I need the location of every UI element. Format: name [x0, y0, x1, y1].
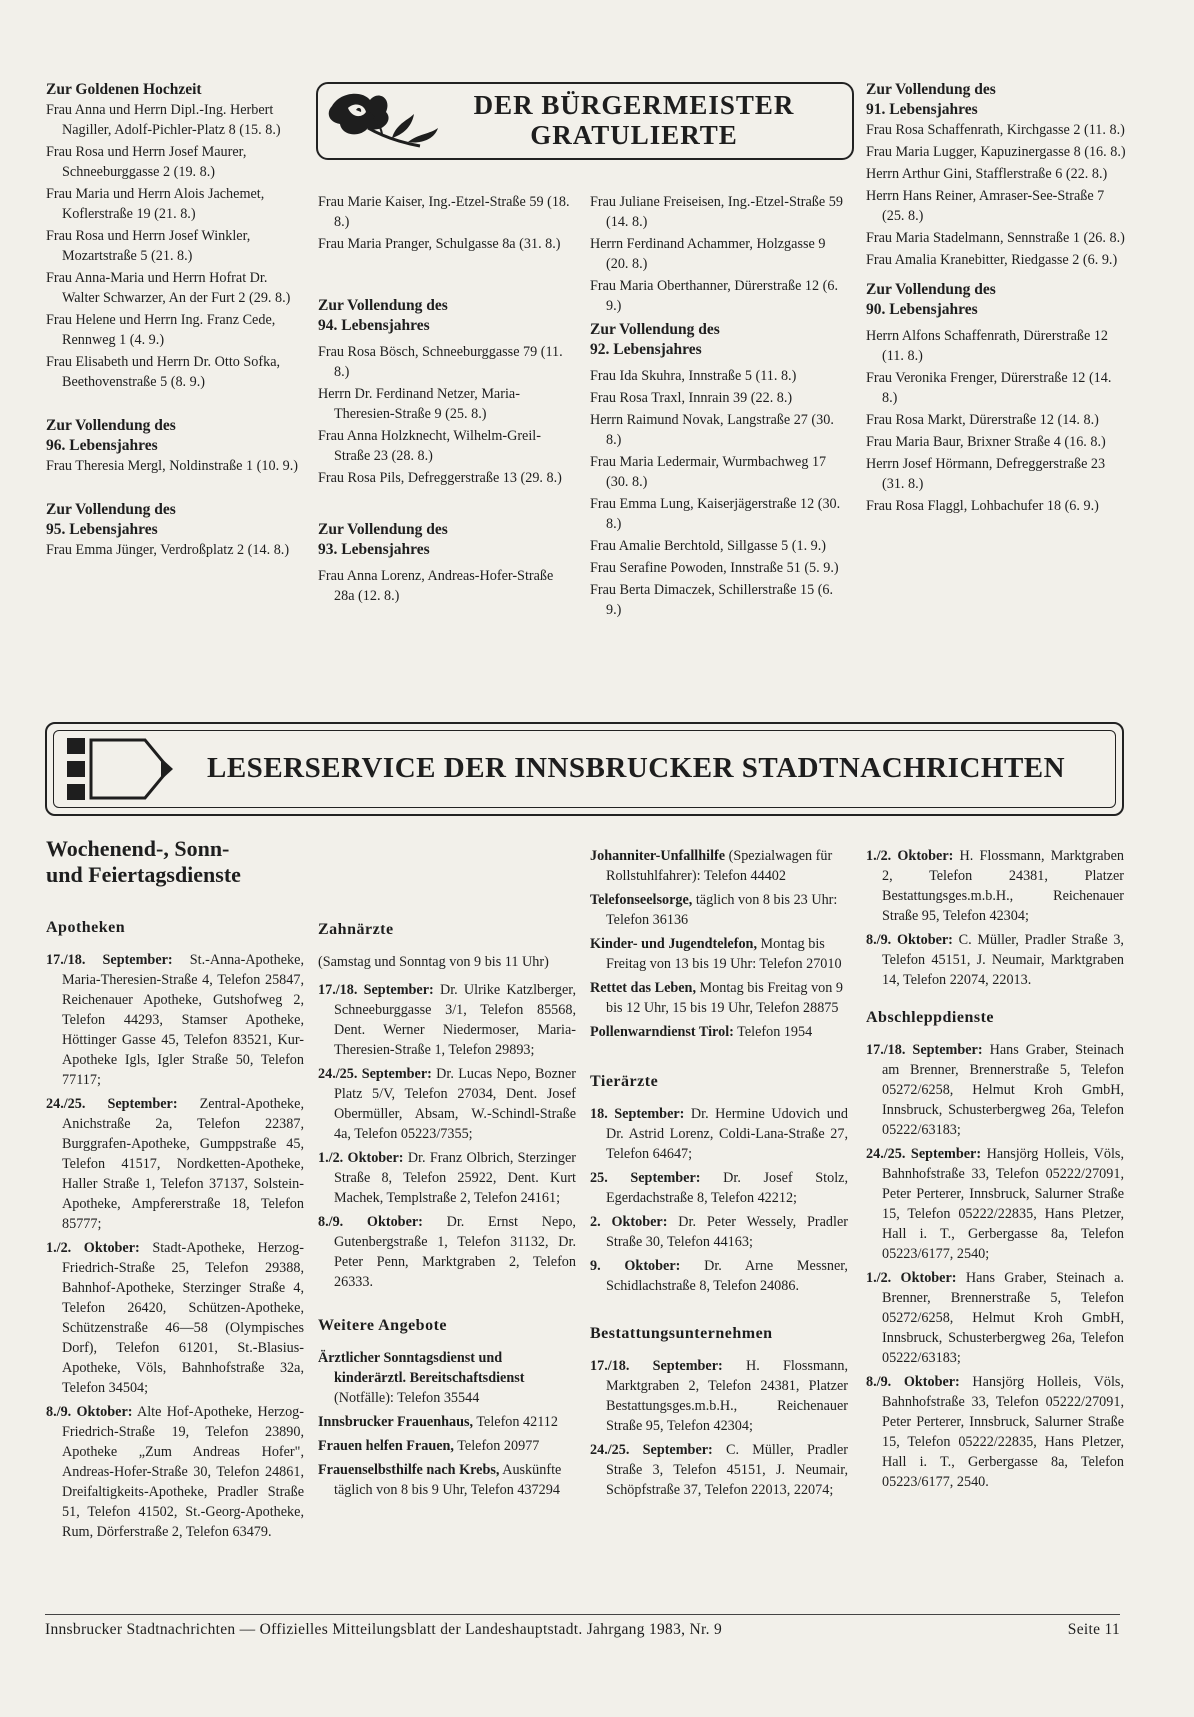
gratulation-column-1 [46, 80, 301, 562]
list-item [46, 1094, 304, 1234]
section-heading: Bestattungsunternehmen [590, 1325, 773, 1342]
list-item [318, 1348, 576, 1408]
entry-text: Hansjörg Holleis, Völs, Bahnhofstraße 33, Telefon 05222/27091, Peter Perterer, Innsbruck, Salurner Straße 15, Telefon 05222/22835, Hans Pletzer, Hall i. T., Gerbergasse 8a, Telefon 05223/6177, 2540. [882, 1374, 1124, 1490]
entry-text: Dr. Arne Messner, Schidlachstraße 8, Telefon 24086. [606, 1258, 848, 1294]
list-item: Frau Juliane Freiseisen, Ing.-Etzel-Straße 59 (14. 8.) [590, 194, 843, 230]
list-item: Frau Theresia Mergl, Noldinstraße 1 (10. 9.) [46, 458, 299, 474]
service-label: Frauen helfen Frauen, [318, 1438, 454, 1454]
service-column-1 [46, 836, 304, 1546]
list-item: Herrn Dr. Ferdinand Netzer, Maria-Theresien-Straße 9 (25. 8.) [318, 386, 520, 422]
entry-text: Telefon 1954 [733, 1024, 813, 1040]
service-label: Kinder- und Jugendtelefon, [590, 936, 757, 952]
date-label: 24./25. September: [318, 1066, 432, 1082]
section-heading: Zur Vollendung des [46, 501, 176, 518]
entry-text: Montag bis Freitag von 13 bis 19 Uhr: Telefon 27010 [606, 936, 842, 972]
list-item [590, 1022, 848, 1042]
date-label: 8./9. Oktober: [866, 1374, 960, 1390]
list-item: Herrn Josef Hörmann, Defreggerstraße 23 (31. 8.) [866, 456, 1106, 492]
list-item: Herrn Raimund Novak, Langstraße 27 (30. 8.) [590, 412, 834, 448]
list-item: Frau Helene und Herrn Ing. Franz Cede, Rennweg 1 (4. 9.) [46, 312, 276, 348]
entry-text: Dr. Josef Stolz, Egerdachstraße 8, Telefon 42212; [606, 1170, 848, 1206]
list-item: Frau Marie Kaiser, Ing.-Etzel-Straße 59 (18. 8.) [318, 194, 570, 230]
section-heading: Weitere Angebote [318, 1317, 448, 1334]
gratulation-column-3 [590, 192, 850, 622]
footer-publication: Innsbrucker Stadtnachrichten — Offizielles Mitteilungsblatt der Landeshauptstadt. Jahrgang 1983, Nr. 9 [45, 1621, 722, 1638]
page-number: Seite 11 [1067, 1621, 1120, 1638]
list-item: Frau Maria Ledermair, Wurmbachweg 17 (30. 8.) [590, 454, 827, 490]
list-item: Frau Elisabeth und Herrn Dr. Otto Sofka, Beethovenstraße 5 (8. 9.) [46, 354, 281, 390]
list-item: Frau Berta Dimaczek, Schillerstraße 15 (6. 9.) [590, 582, 834, 618]
list-item: Frau Maria Baur, Brixner Straße 4 (16. 8.) [866, 434, 1106, 450]
section-heading: Apotheken [46, 919, 126, 936]
list-item: Frau Veronika Frenger, Dürerstraße 12 (14. 8.) [866, 370, 1112, 406]
entry-text: Montag bis Freitag von 9 bis 12 Uhr, 15 bis 19 Uhr, Telefon 28875 [606, 980, 843, 1016]
date-label: 24./25. September: [866, 1146, 982, 1162]
list-item [590, 1356, 848, 1436]
entry-text: Alte Hof-Apotheke, Herzog-Friedrich-Straße 19, Telefon 23890, Apotheke „Zum Andreas Hofer", Andreas-Hofer-Straße 30, Telefon 24861, Dreifaltigkeits-Apotheke, Pradler Straße 51, Telefon 41502, St.-Georg-Apotheke, Rum, Dörferstraße 2, Telefon 63479. [62, 1404, 304, 1540]
section-heading: 94. Lebensjahres [318, 317, 430, 334]
list-item [590, 846, 848, 886]
list-item: Frau Anna und Herrn Dipl.-Ing. Herbert Nagiller, Adolf-Pichler-Platz 8 (15. 8.) [46, 102, 281, 138]
entry-text: St.-Anna-Apotheke, Maria-Theresien-Straße 4, Telefon 25847, Reichenauer Apotheke, Gutshofweg 2, Telefon 44293, Stamser Apotheke, Höttinger Gasse 45, Telefon 83521, Kur-Apotheke Igls, Igler Straße 50, Telefon 77117; [62, 952, 304, 1088]
list-item: Frau Rosa Pils, Defreggerstraße 13 (29. 8.) [318, 470, 562, 486]
list-item: Frau Amalia Kranebitter, Riedgasse 2 (6. 9.) [866, 252, 1118, 268]
list-item: Frau Emma Jünger, Verdroßplatz 2 (14. 8.) [46, 542, 290, 558]
service-column-4 [866, 846, 1124, 1496]
entry-text: Dr. Hermine Udovich und Dr. Astrid Lorenz, Coldi-Lana-Straße 27, Telefon 64647; [606, 1106, 848, 1162]
date-label: 9. Oktober: [590, 1258, 681, 1274]
page-title-line1: Wochenend-, Sonn- [46, 836, 230, 861]
entry-text: Dr. Ulrike Katzlberger, Schneeburggasse 3/1, Telefon 85568, Dent. Werner Niedermoser, Maria-Theresien-Straße 1, Telefon 29893; [334, 982, 577, 1058]
service-label: Frauenselbsthilfe nach Krebs, [318, 1462, 500, 1478]
list-item [590, 1104, 848, 1164]
service-label: Ärztlicher Sonntagsdienst und kinderärztl. Bereitschaftsdienst [318, 1350, 525, 1386]
list-item [866, 1040, 1124, 1140]
list-item: Frau Amalie Berchtold, Sillgasse 5 (1. 9.) [590, 538, 827, 554]
page-title-line2: und Feiertagsdienste [46, 862, 241, 887]
list-item [590, 1168, 848, 1208]
section-heading: 96. Lebensjahres [46, 437, 158, 454]
entry-text: täglich von 8 bis 23 Uhr: Telefon 36136 [606, 892, 838, 928]
list-item: Frau Rosa Flaggl, Lohbachufer 18 (6. 9.) [866, 498, 1099, 514]
entry-text: (Notfälle): Telefon 35544 [334, 1390, 480, 1406]
list-item: Frau Anna-Maria und Herrn Hofrat Dr. Walter Schwarzer, An der Furt 2 (29. 8.) [46, 270, 291, 306]
entry-text: Dr. Franz Olbrich, Sterzinger Straße 8, Telefon 25922, Dent. Kurt Machek, Templstraße 2, Telefon 24161; [334, 1150, 576, 1206]
entry-text: C. Müller, Pradler Straße 3, Telefon 45151, J. Neumair, Schöpfstraße 37, Telefon 22013, 22074; [606, 1442, 848, 1498]
list-item [318, 1212, 576, 1292]
leserservice-title: LESERSERVICE DER INNSBRUCKER STADTNACHRICHTEN [207, 752, 1066, 784]
list-item: Frau Rosa Bösch, Schneeburggasse 79 (11. 8.) [318, 344, 563, 380]
service-label: Rettet das Leben, [590, 980, 696, 996]
entry-text: Stadt-Apotheke, Herzog-Friedrich-Straße 25, Telefon 29388, Bahnhof-Apotheke, Sterzinger Straße 4, Telefon 26420, Schützen-Apotheke, Schützenstraße 46—58 (Olympisches Dorf), Telefon 61201, St.-Blasius-Apotheke, Völs, Bahnhofstraße 32a, Telefon 34504; [62, 1240, 304, 1396]
list-item [866, 1372, 1124, 1492]
date-label: 2. Oktober: [590, 1214, 668, 1230]
service-label: Pollenwarndienst Tirol: [590, 1024, 734, 1040]
section-heading: Zur Vollendung des [318, 521, 448, 538]
date-label: 18. September: [590, 1106, 685, 1122]
entry-text: Hans Graber, Steinach am Brenner, Brennerstraße 5, Telefon 05272/6258, Helmut Kroh GmbH, Innsbruck, Schusterbergweg 26a, Telefon 05222/63183; [882, 1042, 1124, 1138]
list-item: Frau Serafine Powoden, Innstraße 51 (5. 9.) [590, 560, 839, 576]
list-item [46, 950, 304, 1090]
list-item [590, 1440, 848, 1500]
date-label: 1./2. Oktober: [46, 1240, 140, 1256]
list-item [590, 1256, 848, 1296]
list-item [46, 1402, 304, 1542]
date-label: 8./9. Oktober: [46, 1404, 133, 1420]
date-label: 8./9. Oktober: [318, 1214, 423, 1230]
list-item [866, 846, 1124, 926]
list-item [866, 930, 1124, 990]
list-item: Frau Rosa Schaffenrath, Kirchgasse 2 (11. 8.) [866, 122, 1125, 138]
section-heading: 90. Lebensjahres [866, 301, 978, 318]
list-item [46, 1238, 304, 1398]
date-label: 17./18. September: [590, 1358, 723, 1374]
date-label: 25. September: [590, 1170, 701, 1186]
section-heading: Zur Vollendung des [318, 297, 448, 314]
list-item: Frau Rosa und Herrn Josef Maurer, Schneeburggasse 2 (19. 8.) [46, 144, 247, 180]
page-title [46, 836, 304, 888]
list-item [590, 1212, 848, 1252]
section-heading: 91. Lebensjahres [866, 101, 978, 118]
entry-text: H. Flossmann, Marktgraben 2, Telefon 24381, Platzer Bestattungsges.m.b.H., Reichenauer Straße 95, Telefon 42304; [882, 848, 1124, 924]
list-item: Frau Maria Pranger, Schulgasse 8a (31. 8.) [318, 236, 561, 252]
list-item [318, 980, 576, 1060]
entry-text: Telefon 20977 [453, 1438, 540, 1454]
section-heading: 92. Lebensjahres [590, 341, 702, 358]
list-item: Frau Maria Stadelmann, Sennstraße 1 (26. 8.) [866, 230, 1125, 246]
arrow-logo-icon [65, 734, 175, 804]
section-heading: Tierärzte [590, 1073, 659, 1090]
list-item: Frau Rosa Traxl, Innrain 39 (22. 8.) [590, 390, 793, 406]
section-heading: Abschleppdienste [866, 1009, 995, 1026]
list-item [318, 1460, 576, 1500]
date-label: 24./25. September: [46, 1096, 178, 1112]
list-item [866, 1268, 1124, 1368]
gratulation-column-4 [866, 80, 1128, 518]
gratulation-header-box [316, 82, 854, 160]
entry-text: Dr. Peter Wessely, Pradler Straße 30, Telefon 44163; [606, 1214, 848, 1250]
service-column-3 [590, 846, 848, 1504]
list-item [590, 890, 848, 930]
list-item [318, 1064, 576, 1144]
gratulation-title-line1: DER BÜRGERMEISTER [473, 90, 795, 120]
section-heading: Zur Vollendung des [866, 81, 996, 98]
entry-text: Hansjörg Holleis, Völs, Bahnhofstraße 33, Telefon 05222/27091, Peter Perterer, Innsbruck, Salurner Straße 15, Telefon 05222/22835, Hans Pletzer, Hall i. T., Gerbergasse 8a, Telefon 05223/6177, 2540; [882, 1146, 1124, 1262]
section-heading: Zur Vollendung des [46, 417, 176, 434]
list-item: Frau Emma Lung, Kaiserjägerstraße 12 (30. 8.) [590, 496, 841, 532]
service-label: Innsbrucker Frauenhaus, [318, 1414, 474, 1430]
section-heading: Zur Goldenen Hochzeit [46, 81, 202, 98]
entry-text: Dr. Ernst Nepo, Gutenbergstraße 1, Telefon 31132, Dr. Peter Penn, Marktgraben 2, Telefon 26333. [334, 1214, 576, 1290]
zahnaerzte-note: (Samstag und Sonntag von 9 bis 11 Uhr) [318, 954, 549, 970]
gratulation-title [454, 90, 814, 150]
date-label: 17./18. September: [866, 1042, 983, 1058]
leserservice-banner [45, 722, 1124, 816]
rose-icon [322, 84, 452, 154]
date-label: 24./25. September: [590, 1442, 713, 1458]
list-item [318, 1412, 576, 1432]
list-item: Frau Anna Lorenz, Andreas-Hofer-Straße 28a (12. 8.) [318, 568, 554, 604]
date-label: 17./18. September: [318, 982, 434, 998]
list-item: Herrn Hans Reiner, Amraser-See-Straße 7 (25. 8.) [866, 188, 1105, 224]
list-item: Herrn Ferdinand Achammer, Holzgasse 9 (20. 8.) [590, 236, 826, 272]
date-label: 17./18. September: [46, 952, 173, 968]
list-item: Frau Anna Holzknecht, Wilhelm-Greil-Straße 23 (28. 8.) [318, 428, 541, 464]
section-heading: Zur Vollendung des [590, 321, 720, 338]
service-label: Johanniter-Unfallhilfe [590, 848, 726, 864]
service-column-2 [318, 900, 576, 1504]
list-item: Frau Rosa Markt, Dürerstraße 12 (14. 8.) [866, 412, 1099, 428]
list-item: Frau Rosa und Herrn Josef Winkler, Mozartstraße 5 (21. 8.) [46, 228, 251, 264]
section-heading: Zahnärzte [318, 921, 394, 938]
list-item: Frau Maria Lugger, Kapuzinergasse 8 (16. 8.) [866, 144, 1126, 160]
service-label: Telefonseelsorge, [590, 892, 693, 908]
list-item [590, 934, 848, 974]
section-heading: 93. Lebensjahres [318, 541, 430, 558]
list-item: Frau Maria Oberthanner, Dürerstraße 12 (6. 9.) [590, 278, 839, 314]
list-item [318, 1148, 576, 1208]
list-item [590, 978, 848, 1018]
entry-text: (Spezialwagen für Rollstuhlfahrer): Telefon 44402 [606, 848, 833, 884]
section-heading: Zur Vollendung des [866, 281, 996, 298]
list-item: Herrn Alfons Schaffenrath, Dürerstraße 12 (11. 8.) [866, 328, 1109, 364]
list-item: Frau Maria und Herrn Alois Jachemet, Koflerstraße 19 (21. 8.) [46, 186, 265, 222]
date-label: 1./2. Oktober: [866, 848, 954, 864]
entry-text: Dr. Lucas Nepo, Bozner Platz 5/V, Telefon 27034, Dent. Josef Obermüller, Absam, W.-Schindl-Straße 4a, Telefon 05223/7355; [334, 1066, 576, 1142]
list-item: Herrn Arthur Gini, Stafflerstraße 6 (22. 8.) [866, 166, 1108, 182]
gratulation-title-line2: GRATULIERTE [530, 120, 738, 150]
entry-text: Hans Graber, Steinach a. Brenner, Brennerstraße 5, Telefon 05272/6258, Helmut Kroh GmbH, Innsbruck, Schusterbergweg 26a, Telefon 05222/63183; [882, 1270, 1124, 1366]
list-item: Frau Ida Skuhra, Innstraße 5 (11. 8.) [590, 368, 797, 384]
gratulation-column-2 [318, 192, 576, 608]
page-footer [45, 1614, 1120, 1639]
date-label: 1./2. Oktober: [866, 1270, 957, 1286]
entry-text: H. Flossmann, Marktgraben 2, Telefon 24381, Platzer Bestattungsges.m.b.H., Reichenauer Straße 95, Telefon 42304; [606, 1358, 848, 1434]
entry-text: Telefon 42112 [473, 1414, 558, 1430]
entry-text: C. Müller, Pradler Straße 3, Telefon 45151, J. Neumair, Marktgraben 14, Telefon 22074, 22013. [882, 932, 1124, 988]
section-heading: 95. Lebensjahres [46, 521, 158, 538]
list-item [318, 1436, 576, 1456]
list-item [866, 1144, 1124, 1264]
date-label: 1./2. Oktober: [318, 1150, 404, 1166]
entry-text: Zentral-Apotheke, Anichstraße 2a, Telefon 22387, Burggrafen-Apotheke, Gumppstraße 45, Telefon 41517, Nordketten-Apotheke, Haller Straße 1, Telefon 37137, Solstein-Apotheke, Ampfererstraße 18, Telefon 85777; [62, 1096, 304, 1232]
date-label: 8./9. Oktober: [866, 932, 953, 948]
entry-text: Auskünfte täglich von 8 bis 9 Uhr, Telefon 437294 [334, 1462, 562, 1498]
